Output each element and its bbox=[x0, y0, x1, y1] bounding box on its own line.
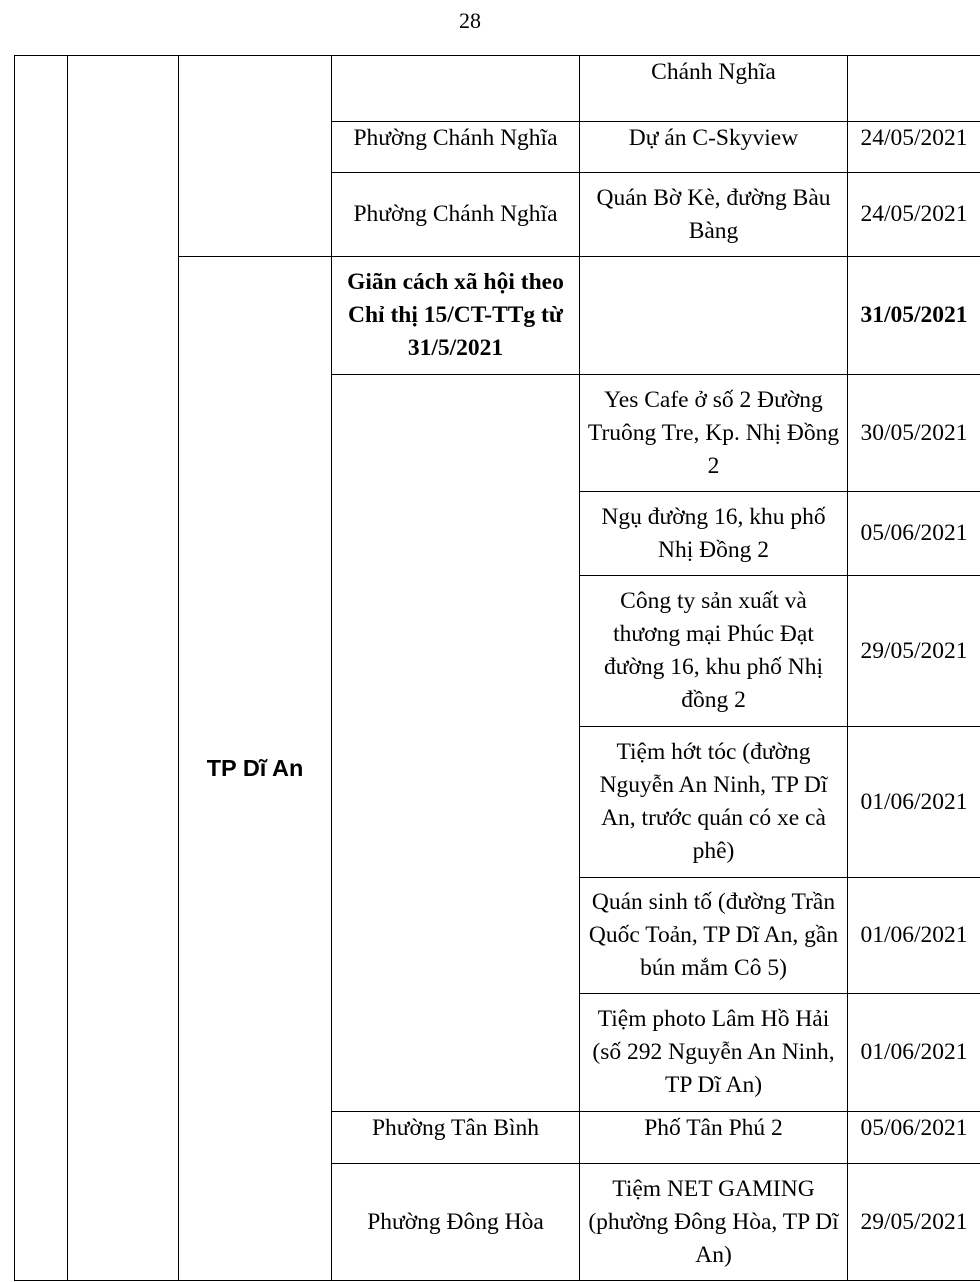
district-name: TP Dĩ An bbox=[179, 257, 332, 1281]
location-cell: Quán sinh tố (đường Trần Quốc Toản, TP Dĩ An, gần bún mắm Cô 5) bbox=[580, 878, 848, 994]
district-cell-previous bbox=[179, 56, 332, 257]
location-cell: Tiệm photo Lâm Hồ Hải (số 292 Nguyễn An Ninh, TP Dĩ An) bbox=[580, 994, 848, 1112]
date-cell: 30/05/2021 bbox=[848, 375, 980, 492]
ward-cell-di-an bbox=[332, 375, 580, 1112]
location-cell: Chánh Nghĩa bbox=[580, 56, 848, 122]
province-cell bbox=[68, 56, 179, 1281]
location-cell bbox=[580, 257, 848, 375]
location-cell: Phố Tân Phú 2 bbox=[580, 1112, 848, 1164]
ward-cell: Phường Chánh Nghĩa bbox=[332, 122, 580, 173]
date-cell: 31/05/2021 bbox=[848, 257, 980, 375]
table-row bbox=[15, 56, 980, 122]
date-cell: 01/06/2021 bbox=[848, 994, 980, 1112]
date-cell: 24/05/2021 bbox=[848, 173, 980, 257]
date-cell: 29/05/2021 bbox=[848, 1164, 980, 1281]
date-cell bbox=[848, 56, 980, 122]
date-cell: 05/06/2021 bbox=[848, 492, 980, 576]
outbreak-locations-table bbox=[14, 55, 980, 1281]
date-cell: 01/06/2021 bbox=[848, 727, 980, 878]
index-cell bbox=[15, 56, 68, 1281]
location-cell: Tiệm hớt tóc (đường Nguyễn An Ninh, TP Dĩ An, trước quán có xe cà phê) bbox=[580, 727, 848, 878]
page-number: 28 bbox=[459, 8, 481, 33]
ward-cell bbox=[332, 56, 580, 122]
location-cell: Ngụ đường 16, khu phố Nhị Đồng 2 bbox=[580, 492, 848, 576]
date-cell: 24/05/2021 bbox=[848, 122, 980, 173]
ward-cell: Phường Đông Hòa bbox=[332, 1164, 580, 1281]
location-cell: Tiệm NET GAMING (phường Đông Hòa, TP Dĩ An) bbox=[580, 1164, 848, 1281]
date-cell: 01/06/2021 bbox=[848, 878, 980, 994]
location-cell: Quán Bờ Kè, đường Bàu Bàng bbox=[580, 173, 848, 257]
social-distancing-note: Giãn cách xã hội theo Chỉ thị 15/CT-TTg từ 31/5/2021 bbox=[332, 257, 580, 375]
location-cell: Dự án C-Skyview bbox=[580, 122, 848, 173]
date-cell: 05/06/2021 bbox=[848, 1112, 980, 1164]
ward-cell: Phường Chánh Nghĩa bbox=[332, 173, 580, 257]
ward-cell: Phường Tân Bình bbox=[332, 1112, 580, 1164]
date-cell: 29/05/2021 bbox=[848, 576, 980, 727]
location-cell: Yes Cafe ở số 2 Đường Truông Tre, Kp. Nhị Đồng 2 bbox=[580, 375, 848, 492]
location-cell: Công ty sản xuất và thương mại Phúc Đạt đường 16, khu phố Nhị đồng 2 bbox=[580, 576, 848, 727]
